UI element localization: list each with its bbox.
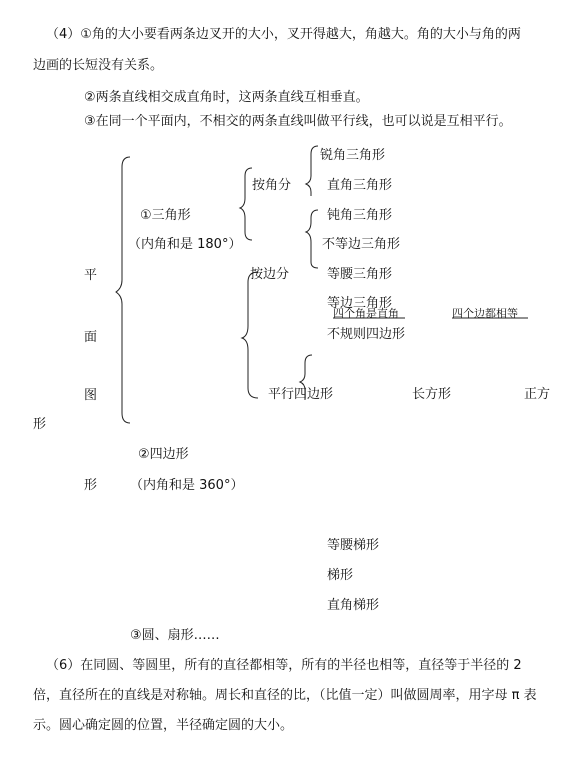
rectangle: 长方形 bbox=[412, 387, 452, 402]
by-side-label: 按边分 bbox=[250, 267, 290, 282]
right-angle-note: 四个角是直角 bbox=[333, 307, 399, 320]
para6-line2: 倍，直径所在的直线是对称轴。周长和直径的比，（比值一定）叫做圆周率，用字母 π 表 bbox=[33, 688, 537, 703]
para6-line3: 示。圆心确定圆的位置，半径确定圆的大小。 bbox=[33, 718, 294, 733]
parallelogram: 平行四边形 bbox=[268, 387, 334, 402]
isosceles-trapezoid: 等腰梯形 bbox=[327, 538, 380, 553]
triangle-note: （内角和是 180°） bbox=[128, 237, 242, 252]
quad-label: ②四边形 bbox=[138, 447, 189, 462]
root-char-1: 平 bbox=[84, 268, 98, 283]
isosceles-triangle: 等腰三角形 bbox=[327, 267, 393, 282]
right-triangle: 直角三角形 bbox=[327, 178, 393, 193]
quad-note: （内角和是 360°） bbox=[130, 478, 244, 493]
by-angle-label: 按角分 bbox=[252, 178, 292, 193]
circle-label: ③圆、扇形…… bbox=[130, 628, 220, 643]
obtuse-brace bbox=[306, 210, 318, 268]
acute-triangle: 锐角三角形 bbox=[320, 148, 386, 163]
para4-line4: ③在同一个平面内，不相交的两条直线叫做平行线，也可以说是互相平行。 bbox=[84, 114, 512, 129]
triangle-label: ①三角形 bbox=[140, 208, 191, 223]
scalene-triangle: 不等边三角形 bbox=[322, 237, 401, 252]
equal-sides-note: 四个边都相等 bbox=[452, 307, 518, 320]
triangle-brace bbox=[240, 168, 252, 240]
root-char-4: 形 bbox=[33, 417, 47, 432]
square: 正方 bbox=[524, 387, 551, 402]
main-brace bbox=[116, 157, 130, 423]
root-char-2: 面 bbox=[84, 330, 98, 345]
right-trapezoid: 直角梯形 bbox=[327, 598, 380, 613]
root-char-5: 形 bbox=[84, 478, 98, 493]
acute-right-brace bbox=[306, 146, 318, 196]
para4-line1: （4）①角的大小要看两条边叉开的大小，叉开得越大，角越大。角的大小与角的两 bbox=[46, 27, 521, 42]
obtuse-triangle: 钝角三角形 bbox=[327, 208, 393, 223]
para6-line1: （6）在同圆、等圆里，所有的直径都相等，所有的半径也相等，直径等于半径的 2 bbox=[46, 658, 522, 673]
para4-line2: 边画的长短没有关系。 bbox=[33, 58, 164, 73]
para4-line3: ②两条直线相交成直角时，这两条直线互相垂直。 bbox=[84, 90, 369, 105]
irregular-quadrilateral: 不规则四边形 bbox=[327, 327, 406, 342]
equilateral-triangle: 等边三角形 bbox=[327, 296, 393, 311]
quad-brace bbox=[242, 272, 258, 398]
trapezoid: 梯形 bbox=[327, 568, 354, 583]
root-char-3: 图 bbox=[84, 388, 98, 403]
